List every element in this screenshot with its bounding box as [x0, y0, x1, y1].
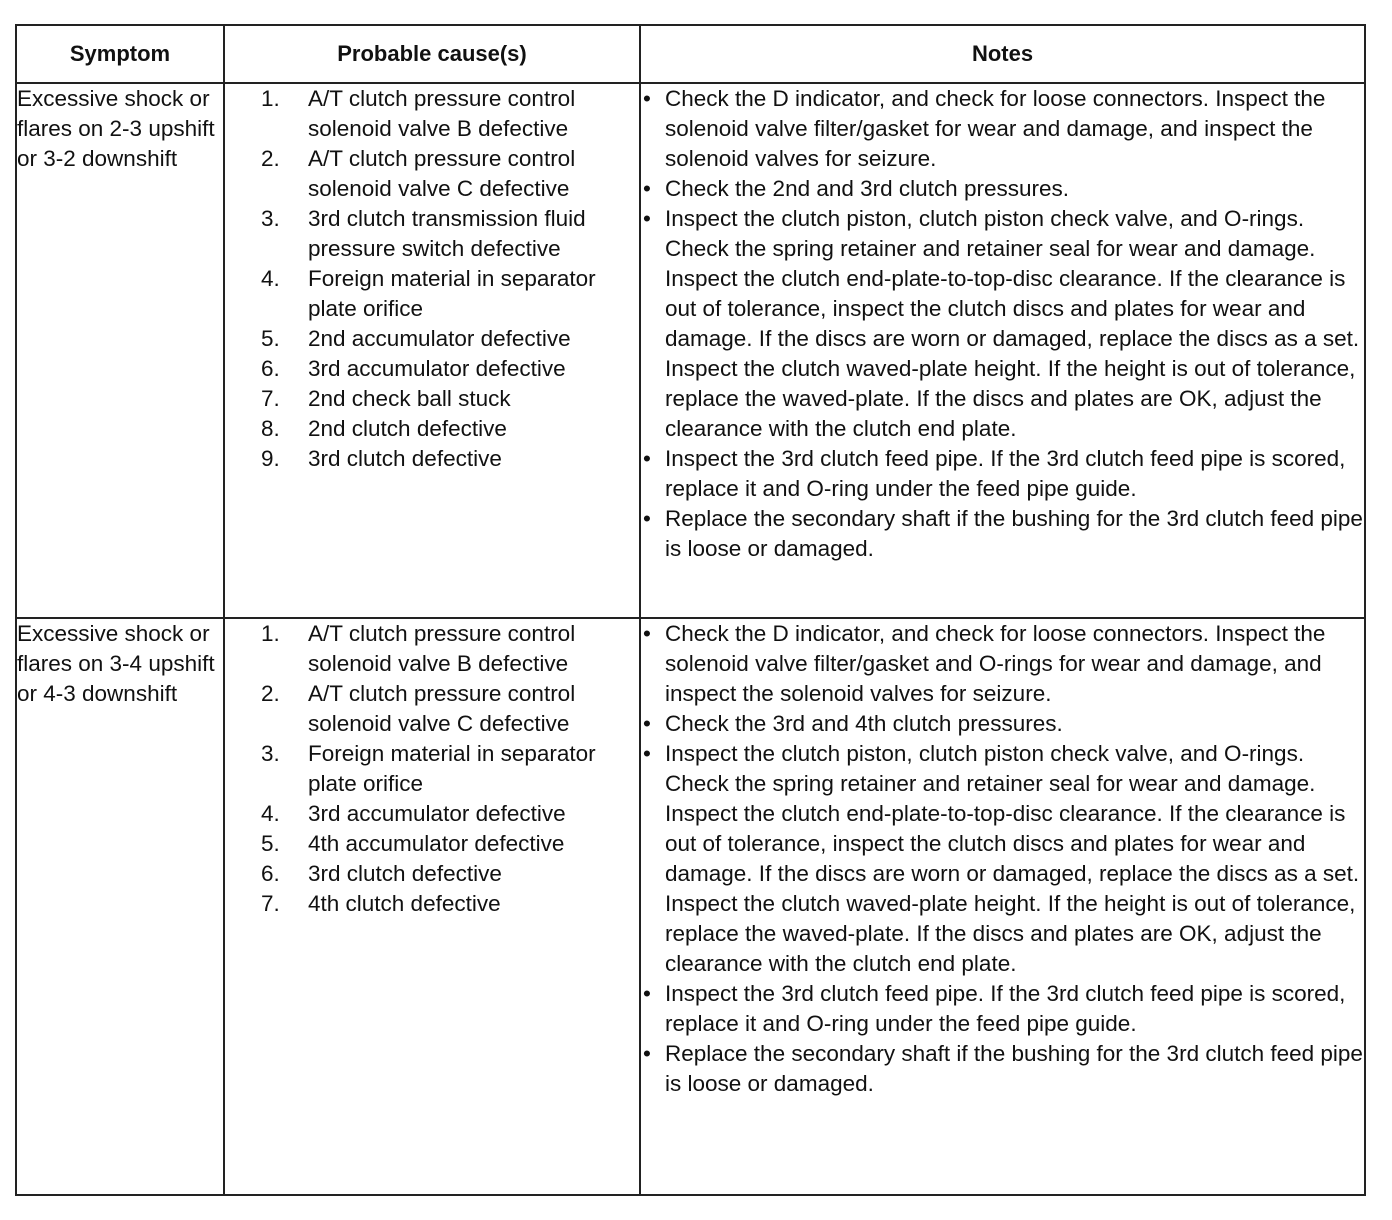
troubleshooting-table: [15, 24, 1366, 1196]
notes-header: Notes: [640, 25, 1365, 83]
cause-item: [225, 619, 639, 679]
cause-number: 2.: [261, 146, 280, 171]
note-item: [641, 709, 1364, 739]
cause-text: A/T clutch pressure control solenoid valve B defective: [308, 86, 576, 141]
note-list: [641, 84, 1364, 564]
cause-number: 6.: [261, 861, 280, 886]
bullet-icon: •: [643, 206, 651, 231]
bullet-icon: •: [643, 981, 651, 1006]
cause-number: 1.: [261, 621, 280, 646]
bullet-icon: •: [643, 86, 651, 111]
cause-number: 9.: [261, 446, 280, 471]
cause-text: Foreign material in separator plate orifice: [308, 266, 596, 321]
note-item: [641, 504, 1364, 564]
notes-cell: [640, 83, 1365, 618]
cause-number: 7.: [261, 891, 280, 916]
note-item: [641, 444, 1364, 504]
note-item: [641, 979, 1364, 1039]
note-text: Check the 2nd and 3rd clutch pressures.: [665, 176, 1069, 201]
notes-cell: [640, 618, 1365, 1195]
bullet-icon: •: [643, 741, 651, 766]
cause-text: 3rd accumulator defective: [308, 801, 566, 826]
cause-number: 2.: [261, 681, 280, 706]
causes-header: Probable cause(s): [224, 25, 640, 83]
cause-list: [225, 84, 639, 474]
cause-item: [225, 414, 639, 444]
cause-text: A/T clutch pressure control solenoid valve B defective: [308, 621, 576, 676]
note-item: [641, 174, 1364, 204]
cause-text: 3rd clutch transmission fluid pressure switch defective: [308, 206, 586, 261]
cause-item: [225, 324, 639, 354]
cause-text: 2nd accumulator defective: [308, 326, 571, 351]
cause-item: [225, 799, 639, 829]
note-list: [641, 619, 1364, 1099]
cause-number: 4.: [261, 801, 280, 826]
note-text: Inspect the 3rd clutch feed pipe. If the 3rd clutch feed pipe is scored, replace it and O-ring under the feed pipe guide.: [665, 446, 1346, 501]
cause-item: [225, 889, 639, 919]
cause-text: 4th clutch defective: [308, 891, 501, 916]
table-row: [16, 618, 1365, 1195]
bullet-icon: •: [643, 1041, 651, 1066]
cause-number: 3.: [261, 206, 280, 231]
bullet-icon: •: [643, 506, 651, 531]
symptom-cell: Excessive shock or flares on 3-4 upshift or 4-3 downshift: [16, 618, 224, 1195]
note-item: [641, 619, 1364, 709]
causes-cell: [224, 618, 640, 1195]
cause-item: [225, 144, 639, 204]
cause-item: [225, 204, 639, 264]
bullet-icon: •: [643, 621, 651, 646]
cause-text: 4th accumulator defective: [308, 831, 565, 856]
note-text: Replace the secondary shaft if the bushing for the 3rd clutch feed pipe is loose or damaged.: [665, 506, 1363, 561]
cause-text: Foreign material in separator plate orifice: [308, 741, 596, 796]
note-item: [641, 204, 1364, 444]
cause-item: [225, 859, 639, 889]
cause-text: 2nd check ball stuck: [308, 386, 511, 411]
cause-text: A/T clutch pressure control solenoid valve C defective: [308, 681, 576, 736]
cause-number: 5.: [261, 326, 280, 351]
bullet-icon: •: [643, 446, 651, 471]
cause-item: [225, 679, 639, 739]
note-text: Check the D indicator, and check for loose connectors. Inspect the solenoid valve filter/gasket and O-rings for wear and damage, and inspect the solenoid valves for seizure.: [665, 621, 1326, 706]
cause-text: 3rd clutch defective: [308, 861, 502, 886]
cause-number: 8.: [261, 416, 280, 441]
bullet-icon: •: [643, 176, 651, 201]
cause-number: 1.: [261, 86, 280, 111]
cause-text: A/T clutch pressure control solenoid valve C defective: [308, 146, 576, 201]
note-item: [641, 84, 1364, 174]
cause-number: 7.: [261, 386, 280, 411]
cause-text: 3rd accumulator defective: [308, 356, 566, 381]
cause-text: 3rd clutch defective: [308, 446, 502, 471]
symptom-cell: Excessive shock or flares on 2-3 upshift or 3-2 downshift: [16, 83, 224, 618]
cause-item: [225, 829, 639, 859]
header-row: [16, 25, 1365, 83]
table-row: [16, 83, 1365, 618]
cause-list: [225, 619, 639, 919]
cause-number: 6.: [261, 356, 280, 381]
cause-item: [225, 384, 639, 414]
cause-item: [225, 354, 639, 384]
note-item: [641, 1039, 1364, 1099]
note-text: Inspect the clutch piston, clutch piston check valve, and O-rings. Check the spring retainer and retainer seal for wear and damage. Inspect the clutch end-plate-to-top-disc clearance. If the clearance is out of tolerance, inspect the clutch discs and plates for wear and damage. If the discs are worn or damaged, replace the discs as a set. Inspect the clutch waved-plate height. If the height is out of tolerance, replace the waved-plate. If the discs and plates are OK, adjust the clearance with the clutch end plate.: [665, 206, 1360, 441]
note-item: [641, 739, 1364, 979]
symptom-header: Symptom: [16, 25, 224, 83]
note-text: Check the D indicator, and check for loose connectors. Inspect the solenoid valve filter/gasket for wear and damage, and inspect the solenoid valves for seizure.: [665, 86, 1326, 171]
cause-item: [225, 444, 639, 474]
cause-text: 2nd clutch defective: [308, 416, 507, 441]
cause-item: [225, 739, 639, 799]
note-text: Check the 3rd and 4th clutch pressures.: [665, 711, 1063, 736]
note-text: Replace the secondary shaft if the bushing for the 3rd clutch feed pipe is loose or damaged.: [665, 1041, 1363, 1096]
cause-item: [225, 264, 639, 324]
cause-number: 3.: [261, 741, 280, 766]
cause-item: [225, 84, 639, 144]
note-text: Inspect the clutch piston, clutch piston check valve, and O-rings. Check the spring retainer and retainer seal for wear and damage. Inspect the clutch end-plate-to-top-disc clearance. If the clearance is out of tolerance, inspect the clutch discs and plates for wear and damage. If the discs are worn or damaged, replace the discs as a set. Inspect the clutch waved-plate height. If the height is out of tolerance, replace the waved-plate. If the discs and plates are OK, adjust the clearance with the clutch end plate.: [665, 741, 1360, 976]
note-text: Inspect the 3rd clutch feed pipe. If the 3rd clutch feed pipe is scored, replace it and O-ring under the feed pipe guide.: [665, 981, 1346, 1036]
causes-cell: [224, 83, 640, 618]
bullet-icon: •: [643, 711, 651, 736]
cause-number: 4.: [261, 266, 280, 291]
cause-number: 5.: [261, 831, 280, 856]
